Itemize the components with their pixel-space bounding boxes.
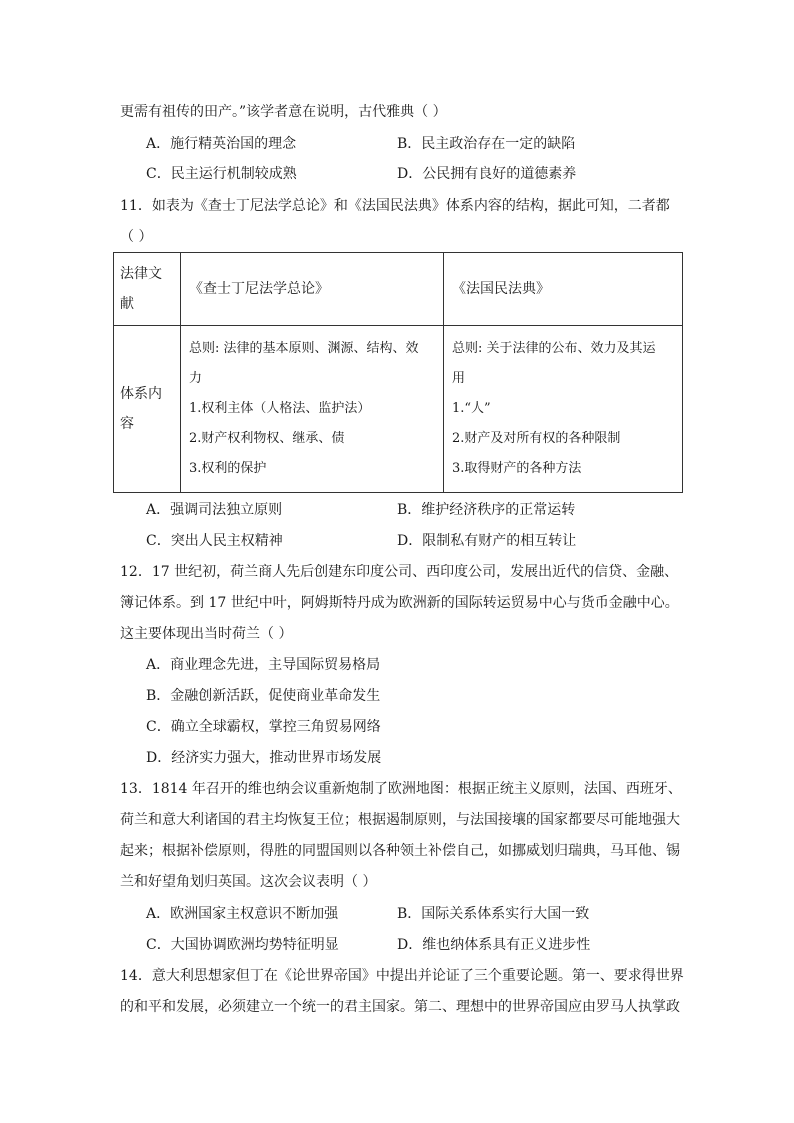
q11-option-a[interactable]: A．强调司法独立原则 (146, 502, 283, 518)
q13-option-c[interactable]: C．大国协调欧洲均势特征明显 (146, 937, 339, 953)
q13-stem-line-2: 荷兰和意大利诸国的君主均恢复王位；根据遏制原则，与法国接壤的国家都要尽可能地强大 (120, 812, 680, 828)
french-line-1: 总则: 关于法律的公布、效力及其运 (452, 341, 656, 356)
q13-option-a[interactable]: A．欧洲国家主权意识不断加强 (146, 906, 339, 922)
q13-option-d[interactable]: D．维也纳体系具有正义进步性 (397, 937, 591, 953)
justinian-line-5: 3.权利的保护 (189, 461, 267, 476)
justinian-line-4: 2.财产权利物权、继承、债 (189, 431, 345, 446)
q10-option-a[interactable]: A．施行精英治国的理念 (146, 136, 297, 152)
justinian-line-3: 1.权利主体（人格法、监护法） (189, 401, 371, 416)
french-line-2: 用 (452, 371, 466, 386)
body-cell-justinian (181, 326, 444, 493)
body-cell-system-line2: 容 (120, 416, 134, 432)
q13-stem-line-1: 13．1814 年召开的维也纳会议重新炮制了欧洲地图：根据正统主义原则，法国、西班牙、 (120, 781, 682, 797)
q12-stem-line-2: 簿记体系。到 17 世纪中叶，阿姆斯特丹成为欧洲新的国际转运贸易中心与货币金融中心。 (120, 595, 679, 611)
q10-option-b[interactable]: B．民主政治存在一定的缺陷 (397, 136, 576, 152)
q11-option-b[interactable]: B．维护经济秩序的正常运转 (397, 502, 576, 518)
q11-stem-line-1: 11．如表为《查士丁尼法学总论》和《法国民法典》体系内容的结构，据此可知，二者都 (120, 198, 670, 214)
q12-stem-line-3: 这主要体现出当时荷兰（ ） (120, 626, 293, 642)
q13-stem-line-3: 起来；根据补偿原则，得胜的同盟国则以各种领土补偿自己，如挪威划归瑞典，马耳他、锡 (120, 843, 680, 859)
justinian-line-1: 总则: 法律的基本原则、渊源、结构、效 (189, 341, 419, 356)
header-cell-french-code: 《法国民法典》 (444, 253, 683, 326)
q10-stem-tail: 更需有祖传的田产。”该学者意在说明，古代雅典（ ） (120, 104, 447, 120)
justinian-line-2: 力 (189, 371, 203, 386)
table-body-row (114, 326, 683, 493)
q12-option-b[interactable]: B．金融创新活跃，促使商业革命发生 (146, 688, 381, 704)
q11-stem-line-2: （ ） (120, 229, 153, 245)
q14-stem-line-2: 的和平和发展，必须建立一个统一的君主国家。第二、理想中的世界帝国应由罗马人执掌政 (120, 999, 680, 1015)
body-cell-system-line1: 体系内 (120, 386, 162, 402)
french-line-5: 3.取得财产的各种方法 (452, 461, 582, 476)
header-cell-document-line1: 法律文 (120, 266, 162, 282)
q10-option-c[interactable]: C．民主运行机制较成熟 (146, 166, 297, 182)
header-cell-document (114, 253, 181, 326)
q10-option-d[interactable]: D．公民拥有良好的道德素养 (397, 166, 577, 182)
q13-stem-line-4: 兰和好望角划归英国。这次会议表明（ ） (120, 874, 377, 890)
french-line-3: 1.“人” (452, 401, 491, 416)
body-cell-system (114, 326, 181, 493)
body-cell-french-code (444, 326, 683, 493)
q13-option-b[interactable]: B．国际关系体系实行大国一致 (397, 906, 590, 922)
q12-stem-line-1: 12．17 世纪初，荷兰商人先后创建东印度公司、西印度公司，发展出近代的信贷、金融、 (120, 564, 679, 580)
french-line-4: 2.财产及对所有权的各种限制 (452, 431, 621, 446)
header-cell-document-line2: 献 (120, 296, 134, 312)
table-header-row (114, 253, 683, 326)
q11-option-d[interactable]: D．限制私有财产的相互转让 (397, 533, 577, 549)
q12-option-c[interactable]: C．确立全球霸权，掌控三角贸易网络 (146, 719, 381, 735)
q11-option-c[interactable]: C．突出人民主权精神 (146, 533, 283, 549)
law-comparison-table (113, 252, 683, 493)
q14-stem-line-1: 14．意大利思想家但丁在《论世界帝国》中提出并论证了三个重要论题。第一、要求得世界 (120, 968, 684, 984)
q12-option-d[interactable]: D．经济实力强大，推动世界市场发展 (146, 750, 382, 766)
header-cell-justinian: 《查士丁尼法学总论》 (181, 253, 444, 326)
q12-option-a[interactable]: A．商业理念先进，主导国际贸易格局 (146, 657, 381, 673)
